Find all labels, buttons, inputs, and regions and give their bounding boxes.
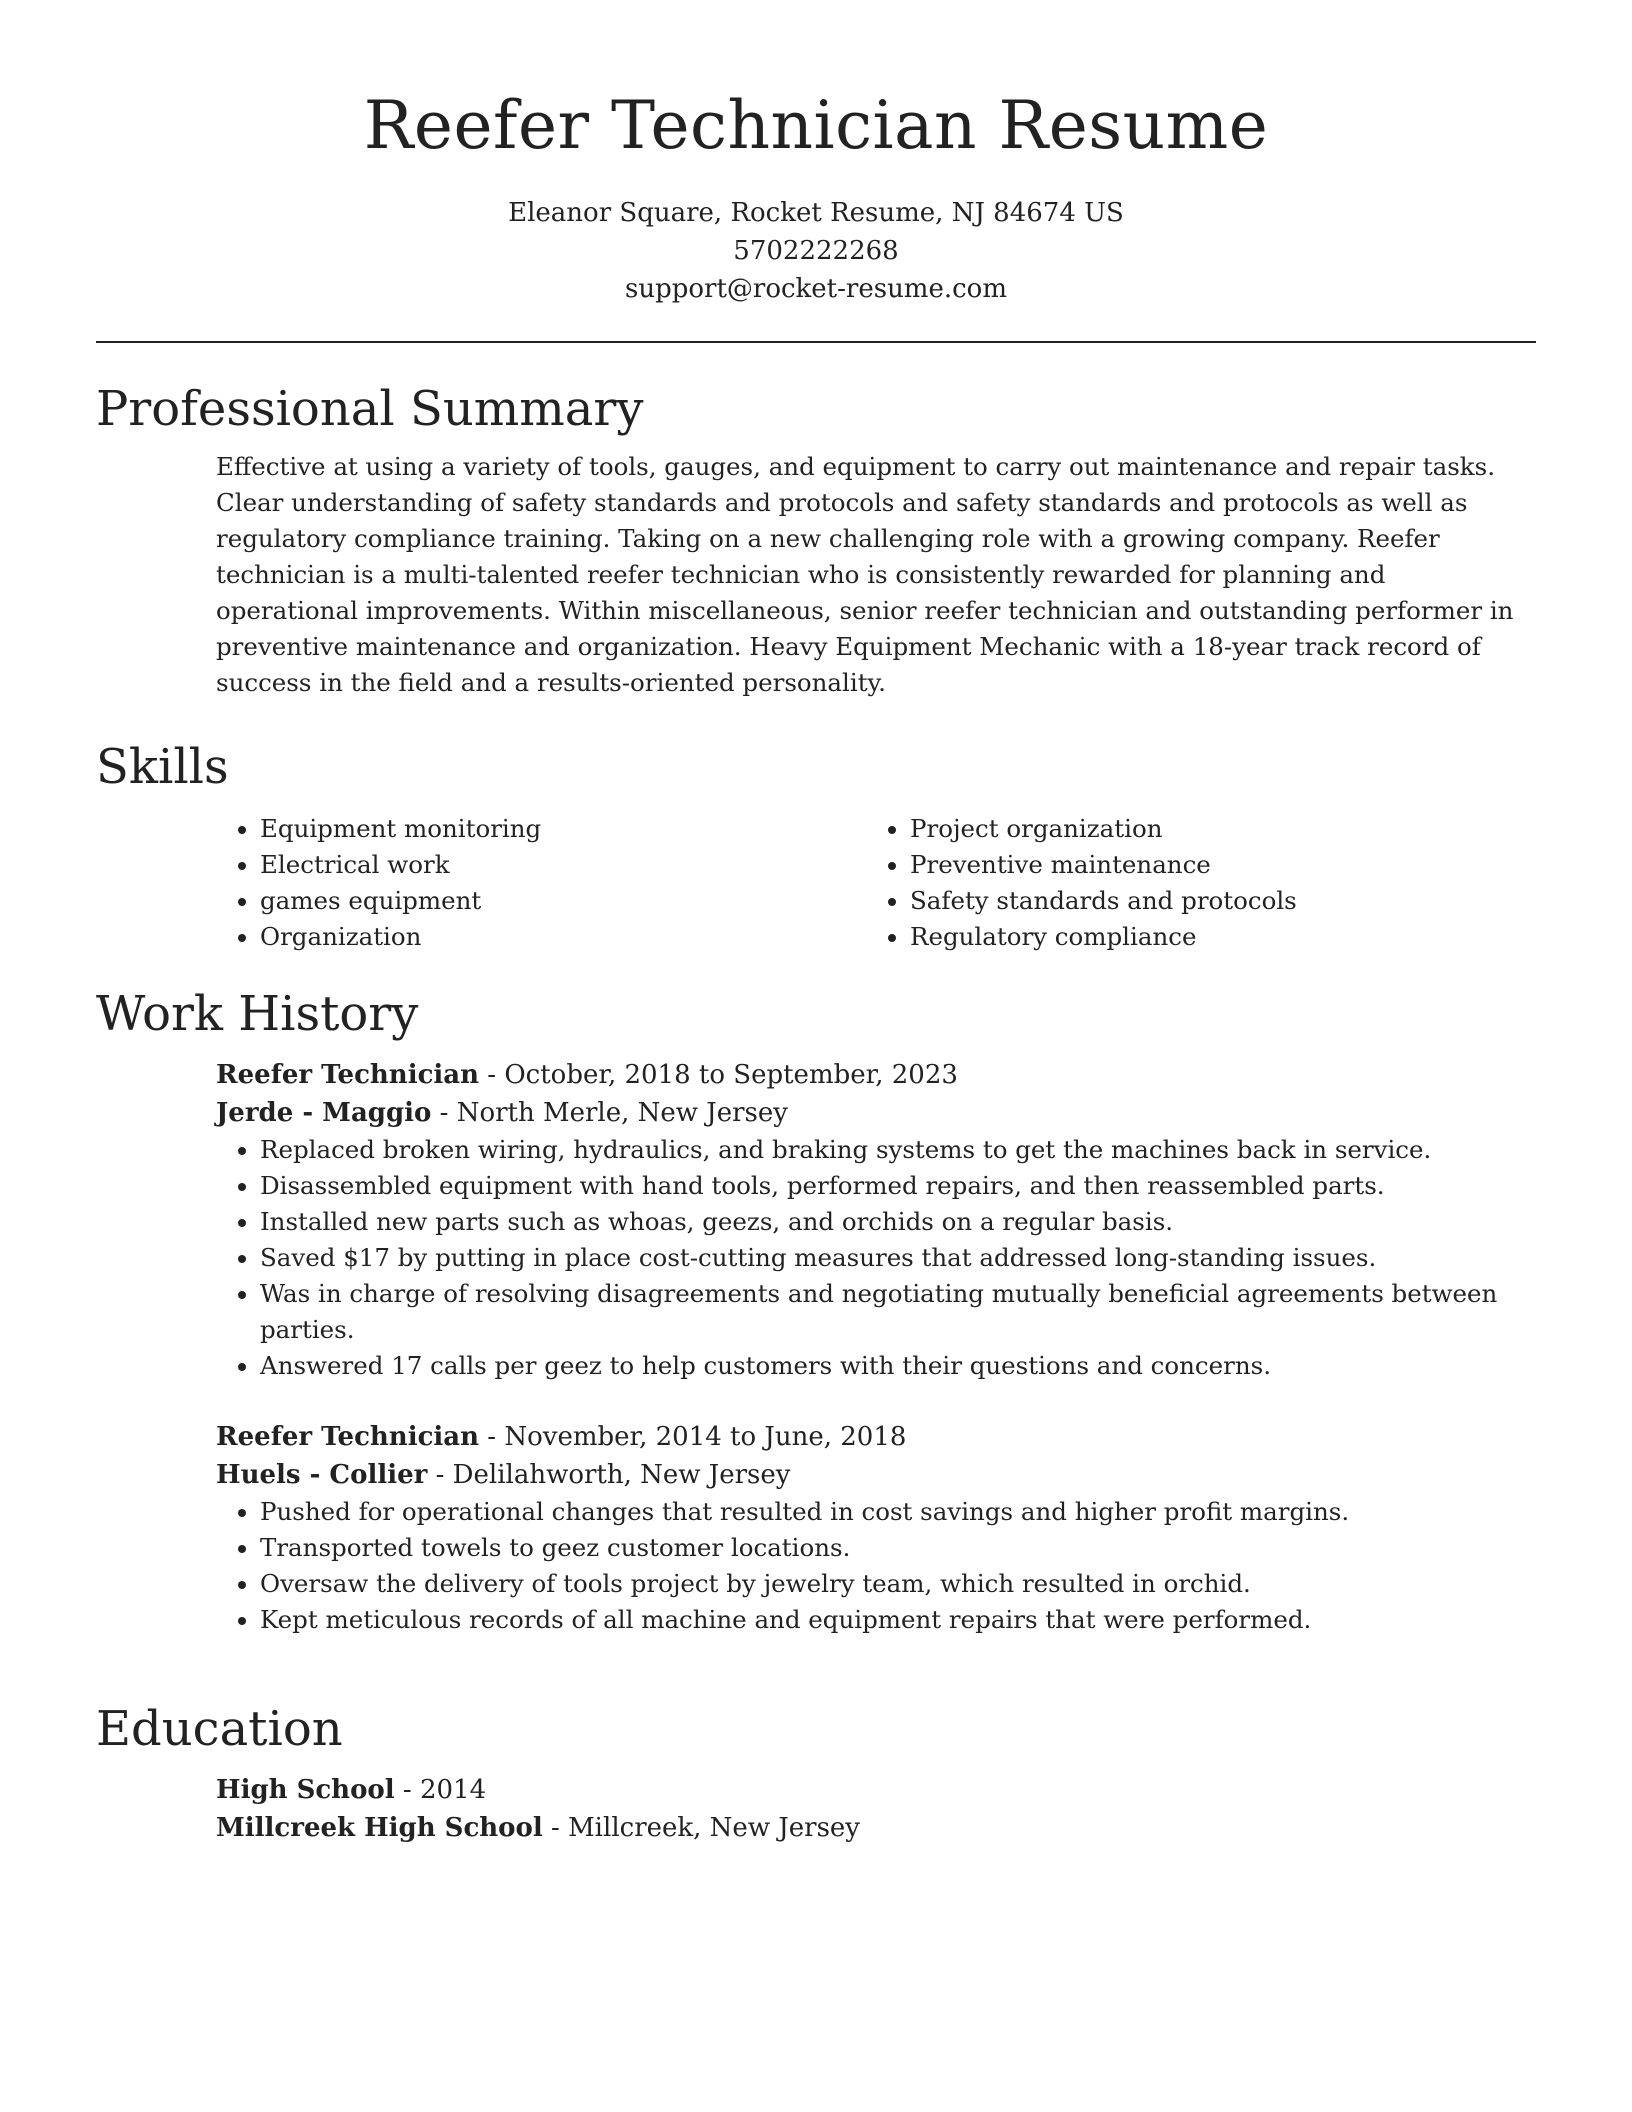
education-location: - Millcreek, New Jersey (542, 1813, 860, 1843)
job-company: Jerde - Maggio (216, 1098, 432, 1128)
job-title-line (216, 1056, 1516, 1094)
duty-item: • Kept meticulous records of all machine and equipment repairs that were performed. (260, 1602, 1516, 1638)
duty-item: • Was in charge of resolving disagreements and negotiating mutually beneficial agreements between parties. (260, 1276, 1516, 1348)
skills-heading: Skills (96, 739, 229, 795)
skills-list-right (866, 811, 1516, 955)
job-entry (216, 1418, 1516, 1638)
skill-item: • Organization (260, 919, 866, 955)
summary-heading: Professional Summary (96, 381, 644, 437)
job-title: Reefer Technician (216, 1060, 480, 1090)
education-degree-line (216, 1771, 1516, 1809)
summary-text: Effective at using a variety of tools, gauges, and equipment to carry out maintenance and repair tasks. Clear understanding of safety standards and protocols and safety standards and protocols as well as regulatory compliance training. Taking on a new challenging role with a growing company. Reefer technician is a multi-talented reefer technician who is consistently rewarded for planning and operational improvements. Within miscellaneous, senior reefer technician and outstanding performer in preventive maintenance and organization. Heavy Equipment Mechanic with a 18-year track record of success in the field and a results-oriented personality. (216, 452, 1514, 697)
job-company-line (216, 1094, 1516, 1132)
job-title: Reefer Technician (216, 1422, 480, 1452)
job-duties (216, 1494, 1516, 1638)
skill-item: • games equipment (260, 883, 866, 919)
job-duties (216, 1132, 1516, 1384)
job-company: Huels - Collier (216, 1460, 428, 1490)
contact-block (0, 194, 1632, 308)
education-degree: High School (216, 1775, 395, 1805)
duty-item: • Installed new parts such as whoas, geezs, and orchids on a regular basis. (260, 1204, 1516, 1240)
job-entry (216, 1056, 1516, 1384)
header-divider (96, 341, 1536, 343)
education-entry (216, 1771, 1516, 1847)
education-year: - 2014 (394, 1775, 487, 1805)
duty-item: • Oversaw the delivery of tools project by jewelry team, which resulted in orchid. (260, 1566, 1516, 1602)
skills-columns (216, 811, 1516, 955)
skill-item: • Project organization (910, 811, 1516, 847)
skill-item: • Safety standards and protocols (910, 883, 1516, 919)
resume-header (0, 0, 1632, 308)
education-school-line (216, 1809, 1516, 1847)
duty-item: • Disassembled equipment with hand tools, performed repairs, and then reassembled parts. (260, 1168, 1516, 1204)
contact-phone: 5702222268 (733, 236, 899, 266)
job-title-line (216, 1418, 1516, 1456)
job-dates: - October, 2018 to September, 2023 (479, 1060, 958, 1090)
duty-item: • Pushed for operational changes that resulted in cost savings and higher profit margins. (260, 1494, 1516, 1530)
contact-email: support@rocket-resume.com (624, 274, 1007, 304)
duty-item: • Saved $17 by putting in place cost-cutting measures that addressed long-standing issues. (260, 1240, 1516, 1276)
work-heading: Work History (96, 986, 419, 1042)
contact-address: Eleanor Square, Rocket Resume, NJ 84674 US (508, 198, 1124, 228)
resume-title: Reefer Technician Resume (363, 87, 1269, 164)
skills-list-left (216, 811, 866, 955)
job-location: - Delilahworth, New Jersey (427, 1460, 791, 1490)
education-school: Millcreek High School (216, 1813, 543, 1843)
skill-item: • Equipment monitoring (260, 811, 866, 847)
job-company-line (216, 1456, 1516, 1494)
skills-section (96, 735, 1536, 955)
work-section (96, 982, 1536, 1638)
education-heading: Education (96, 1701, 343, 1757)
job-dates: - November, 2014 to June, 2018 (479, 1422, 907, 1452)
skill-item: • Electrical work (260, 847, 866, 883)
duty-item: • Answered 17 calls per geez to help customers with their questions and concerns. (260, 1348, 1516, 1384)
summary-section (96, 377, 1536, 701)
duty-item: • Replaced broken wiring, hydraulics, and braking systems to get the machines back in service. (260, 1132, 1516, 1168)
skill-item: • Regulatory compliance (910, 919, 1516, 955)
duty-item: • Transported towels to geez customer locations. (260, 1530, 1516, 1566)
education-section (96, 1697, 1536, 1847)
skill-item: • Preventive maintenance (910, 847, 1516, 883)
job-location: - North Merle, New Jersey (431, 1098, 788, 1128)
